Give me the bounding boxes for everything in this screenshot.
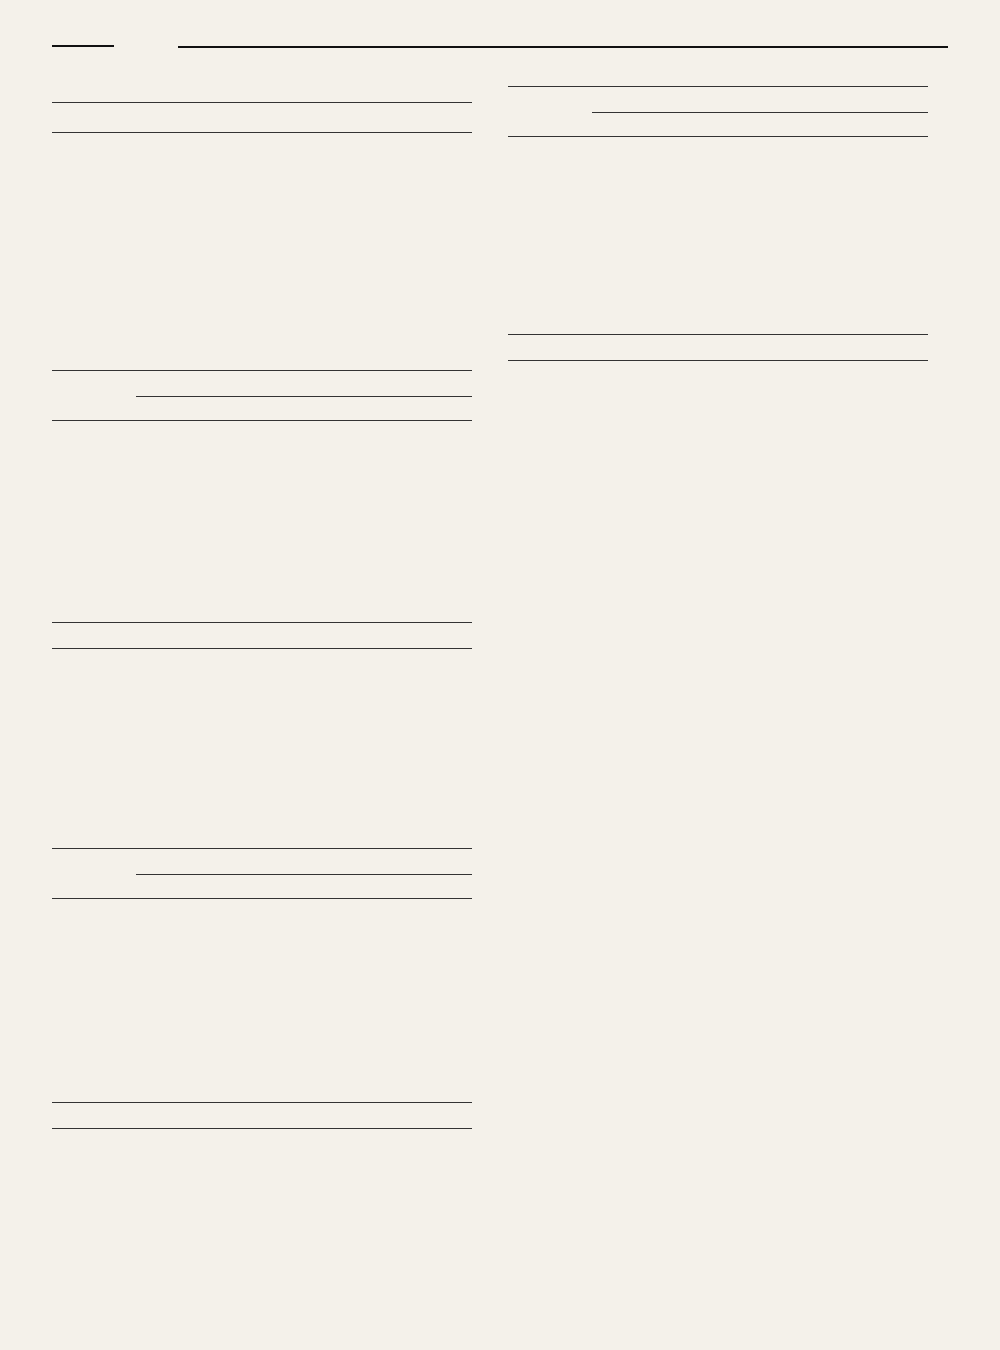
table-top-rule <box>52 848 472 849</box>
table-row <box>508 271 928 285</box>
table-row <box>508 185 928 199</box>
table-total-row <box>52 628 472 642</box>
table-total-row <box>52 110 472 124</box>
table-row <box>52 993 472 1007</box>
table-row <box>52 904 472 918</box>
table-total-rule <box>508 334 928 335</box>
table-row <box>52 919 472 933</box>
table-row <box>508 242 928 256</box>
table-header-row <box>52 854 472 868</box>
table-subheader-row <box>508 118 928 132</box>
table-row <box>52 572 472 586</box>
table-bottom-rule <box>52 648 472 649</box>
table-row <box>52 934 472 948</box>
table-top-rule <box>508 86 928 87</box>
table-subheader-rule <box>508 136 928 137</box>
table-row <box>508 156 928 170</box>
table-row <box>508 285 928 299</box>
table-row <box>52 441 472 455</box>
table-row <box>508 256 928 270</box>
table-total-row <box>52 1108 472 1122</box>
table-row <box>52 1082 472 1096</box>
table-total-rule <box>52 622 472 623</box>
table-row <box>508 142 928 156</box>
table-header-rule <box>592 112 928 113</box>
table-subheader-row <box>52 880 472 894</box>
table-row <box>508 314 928 328</box>
table-row <box>52 426 472 440</box>
table-row <box>52 1052 472 1066</box>
table-row <box>52 601 472 615</box>
table-total-rule <box>52 1102 472 1103</box>
header-rule-left <box>52 45 114 47</box>
table-total-rule <box>52 102 472 103</box>
table-row <box>52 528 472 542</box>
table-row <box>52 587 472 601</box>
table-row <box>52 1022 472 1036</box>
table-row <box>52 978 472 992</box>
table-subheader-rule <box>52 420 472 421</box>
table-row <box>508 228 928 242</box>
table-row <box>508 199 928 213</box>
table-row <box>52 1008 472 1022</box>
table-top-rule <box>52 370 472 371</box>
table-row <box>508 299 928 313</box>
table-header-rule <box>136 396 472 397</box>
table-row <box>52 963 472 977</box>
table-row <box>52 543 472 557</box>
table-header-rule <box>136 874 472 875</box>
table-header-row <box>52 376 472 390</box>
table-row <box>52 470 472 484</box>
table-header-row <box>508 92 928 106</box>
table-subheader-rule <box>52 898 472 899</box>
table-row <box>52 557 472 571</box>
table-row <box>52 499 472 513</box>
header-rule-right <box>178 46 948 48</box>
table-subheader-row <box>52 402 472 416</box>
table-row <box>52 455 472 469</box>
table-row <box>508 214 928 228</box>
table-row <box>508 171 928 185</box>
table-row <box>52 948 472 962</box>
table-bottom-rule <box>52 1128 472 1129</box>
table-row <box>52 79 472 93</box>
table-row <box>52 514 472 528</box>
table-total-row <box>508 340 928 354</box>
table-bottom-rule <box>52 132 472 133</box>
table-row <box>52 1037 472 1051</box>
table-row <box>52 1067 472 1081</box>
table-bottom-rule <box>508 360 928 361</box>
table-row <box>52 484 472 498</box>
